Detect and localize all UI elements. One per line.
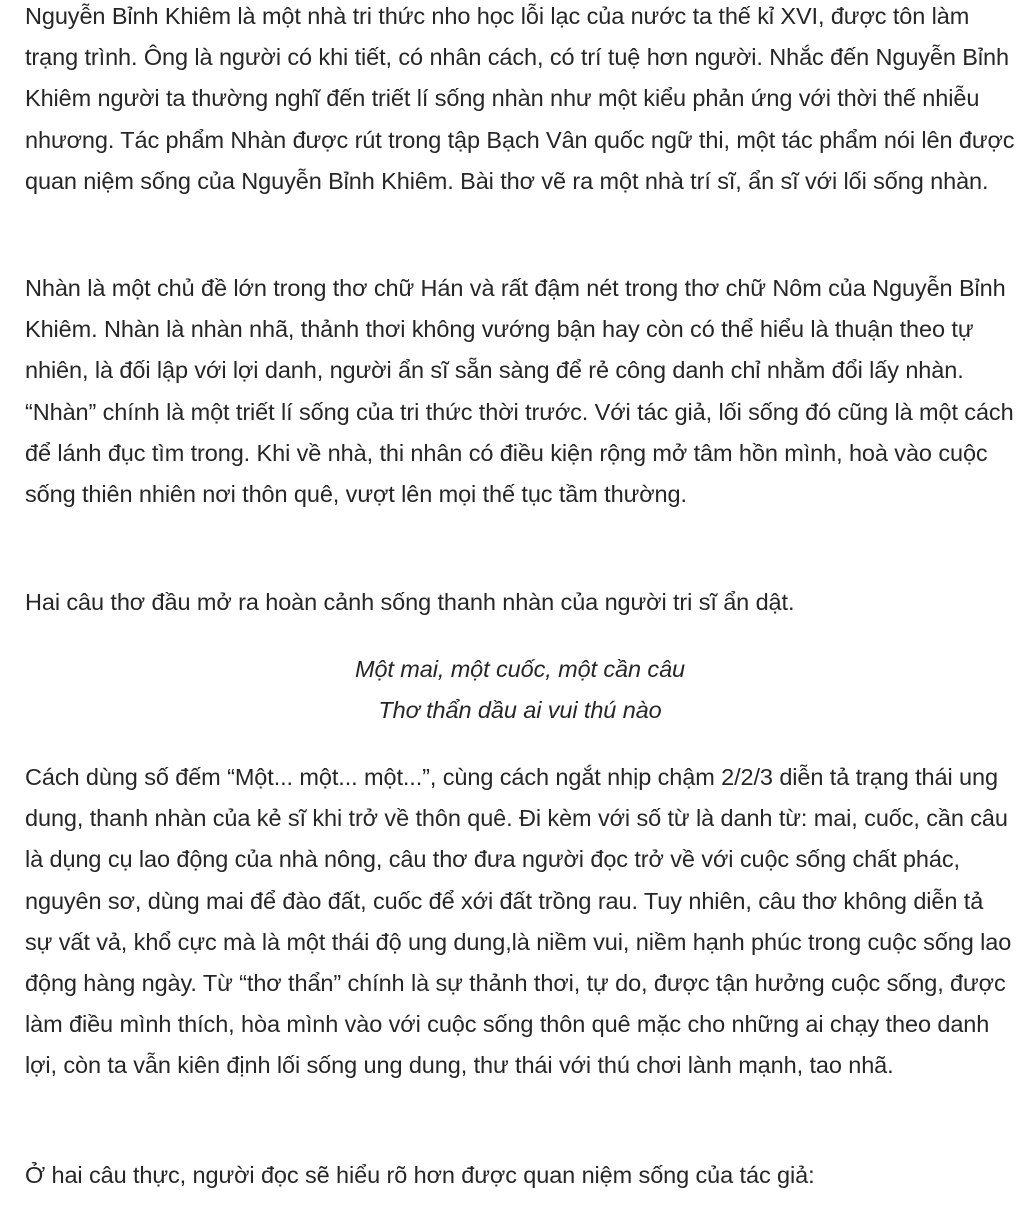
poem-quote: [25, 649, 1015, 731]
poem-line-1: Một mai, một cuốc, một cần câu: [354, 656, 686, 682]
paragraph-nhan-theme: Nhàn là một chủ đề lớn trong thơ chữ Hán và rất đậm nét trong thơ chữ Nôm của Nguyễn Bỉnh Khiêm. Nhàn là nhàn nhã, thảnh thơi không vướng bận hay còn có thể hiểu là thuận theo tự nhiên, là đối lập với lợi danh, người ẩn sĩ sẵn sàng để rẻ công danh chỉ nhằm đổi lấy nhàn. “Nhàn” chính là một triết lí sống của tri thức thời trước. Với tác giả, lối sống đó cũng là một cách để lánh đục tìm trong. Khi về nhà, thi nhân có điều kiện rộng mở tâm hồn mình, hoà vào cuộc sống thiên nhiên nơi thôn quê, vượt lên mọi thế tục tầm thường.: [25, 275, 1014, 508]
paragraph-intro: Nguyễn Bỉnh Khiêm là một nhà tri thức nho học lỗi lạc của nước ta thế kỉ XVI, được tôn làm trạng trình. Ông là người có khi tiết, có nhân cách, có trí tuệ hơn người. Nhắc đến Nguyễn Bỉnh Khiêm người ta thường nghĩ đến triết lí sống nhàn như một kiểu phản ứng với thời thế nhiễu nhương. Tác phẩm Nhàn được rút trong tập Bạch Vân quốc ngữ thi, một tác phẩm nói lên được quan niệm sống của Nguyễn Bỉnh Khiêm. Bài thơ vẽ ra một nhà trí sĩ, ẩn sĩ với lối sống nhàn.: [25, 3, 1015, 194]
poem-line-2: Thơ thẩn dầu ai vui thú nào: [378, 697, 662, 724]
paragraph-first-couplet-intro: Hai câu thơ đầu mở ra hoàn cảnh sống thanh nhàn của người tri sĩ ẩn dật.: [25, 589, 795, 615]
paragraph-next-couplet-intro: Ở hai câu thực, người đọc sẽ hiểu rõ hơn được quan niệm sống của tác giả:: [25, 1162, 815, 1188]
paragraph-analysis: Cách dùng số đếm “Một... một... một...”, cùng cách ngắt nhịp chậm 2/2/3 diễn tả trạng thái ung dung, thanh nhàn của kẻ sĩ khi trở về thôn quê. Đi kèm với số từ là danh từ: mai, cuốc, cần câu là dụng cụ lao động của nhà nông, câu thơ đưa người đọc trở về với cuộc sống chất phác, nguyên sơ, dùng mai để đào đất, cuốc để xới đất trồng rau. Tuy nhiên, câu thơ không diễn tả sự vất vả, khổ cực mà là một thái độ ung dung,là niềm vui, niềm hạnh phúc trong cuộc sống lao động hàng ngày. Từ “thơ thẩn” chính là sự thảnh thơi, tự do, được tận hưởng cuộc sống, được làm điều mình thích, hòa mình vào với cuộc sống thôn quê mặc cho những ai chạy theo danh lợi, còn ta vẫn kiên định lối sống ung dung, thư thái với thú chơi lành mạnh, tao nhã.: [25, 764, 1012, 1079]
